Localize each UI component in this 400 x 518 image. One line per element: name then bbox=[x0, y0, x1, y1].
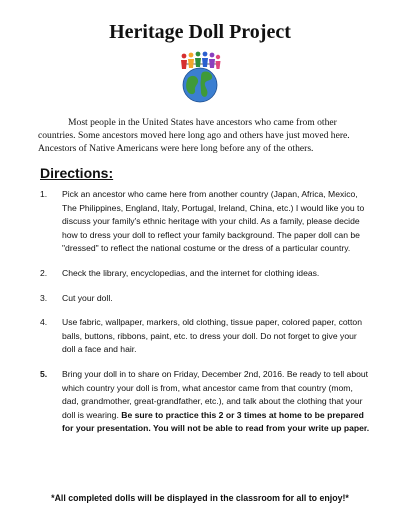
intro-text: Most people in the United States have ancestors who came from other countries. Some ancestors moved here long ago and others have just moved here. Ancestors of Native Americans were here long before any of the others. bbox=[38, 117, 350, 154]
item-text: Check the library, encyclopedias, and the internet for clothing ideas. bbox=[62, 267, 320, 278]
item-number: 4. bbox=[40, 317, 48, 328]
list-item bbox=[30, 292, 370, 306]
item-text: Pick an ancestor who came here from another country (Japan, Africa, Mexico, The Philippines, England, Italy, Portugal, Ireland, China, etc.) I would like you to discuss your family's ethnic heritage with your child. As a family, please decide how to dress your doll to reflect your family background. The paper doll can be "dressed" to reflect the national costume or the dress of a particular country. bbox=[62, 189, 365, 254]
list-item bbox=[30, 267, 370, 281]
item-number: 2. bbox=[40, 267, 48, 278]
item-text: Cut your doll. bbox=[62, 292, 113, 303]
item-number: 5. bbox=[40, 368, 48, 379]
directions-list bbox=[30, 188, 370, 447]
intro-paragraph bbox=[38, 116, 370, 155]
list-item bbox=[30, 188, 370, 256]
list-item bbox=[30, 368, 370, 436]
footer-note: *All completed dolls will be displayed in the classroom for all to enjoy!* bbox=[51, 493, 349, 503]
item-number: 1. bbox=[40, 189, 48, 199]
item-bold-text: Be sure to practice this 2 or 3 times at home to be prepared for your presentation. You will not be able to read from your write up paper. bbox=[62, 409, 370, 434]
item-text: Bring your doll in to share on Friday, December 2nd, 2016. Be ready to tell about which country your doll is from, what ancestor came from that country (mom, dad, grandmother, great-grandfather, etc.), and talk about the clothing that your doll is wearing. bbox=[62, 368, 369, 420]
item-text: Use fabric, wallpaper, markers, old clothing, tissue paper, colored paper, cotton balls, buttons, ribbons, paint, etc. to dress your doll. Do not forget to give your doll a face and hair. bbox=[62, 317, 362, 355]
list-item bbox=[30, 316, 370, 357]
globe-dolls-icon bbox=[176, 50, 224, 104]
directions-heading: Directions: bbox=[40, 165, 114, 181]
item-number: 3. bbox=[40, 292, 48, 303]
page-title: Heritage Doll Project bbox=[109, 21, 291, 43]
